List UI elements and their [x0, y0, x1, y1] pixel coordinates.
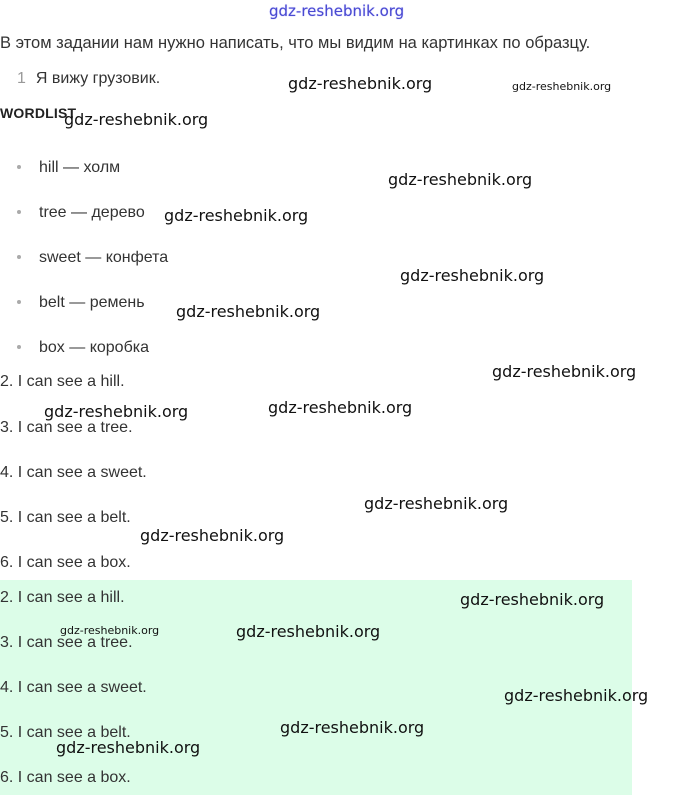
example-number: 1 [17, 70, 26, 87]
answer-line: 4. I can see a sweet. [0, 464, 147, 481]
watermark-text: gdz-reshebnik.org [164, 206, 309, 225]
wordlist-item-text: hill — холм [39, 159, 121, 176]
bullet-icon [17, 165, 21, 169]
wordlist-item-text: sweet — конфета [39, 249, 169, 266]
answer-line: 2. I can see a hill. [0, 373, 125, 390]
watermark-text: gdz-reshebnik.org [56, 738, 201, 757]
bullet-icon [17, 345, 21, 349]
highlighted-answer-line: 3. I can see a tree. [0, 634, 133, 651]
task-description: В этом задании нам нужно написать, что мы видим на картинках по образцу. [0, 34, 591, 52]
wordlist-item [17, 339, 149, 357]
watermark-text: gdz-reshebnik.org [268, 398, 413, 417]
wordlist-item-text: box — коробка [39, 339, 149, 356]
watermark-text: gdz-reshebnik.org [236, 622, 381, 641]
wordlist-title: WORDLIST [0, 105, 77, 121]
watermark-text: gdz-reshebnik.org [176, 302, 321, 321]
watermark-text: gdz-reshebnik.org [504, 686, 649, 705]
example-text: Я вижу грузовик. [35, 70, 161, 87]
example-row [17, 70, 160, 88]
answer-line: 3. I can see a tree. [0, 419, 133, 436]
bullet-icon [17, 210, 21, 214]
wordlist-item [17, 159, 120, 177]
wordlist-item-text: tree — дерево [39, 204, 145, 221]
answer-line: 5. I can see a belt. [0, 509, 131, 526]
watermark-text: gdz-reshebnik.org [64, 110, 209, 129]
watermark-text: gdz-reshebnik.org [460, 590, 605, 609]
answer-line: 6. I can see a box. [0, 554, 131, 571]
site-link-header[interactable]: gdz-reshebnik.org [269, 2, 405, 20]
watermark-text: gdz-reshebnik.org [140, 526, 285, 545]
highlighted-answer-line: 2. I can see a hill. [0, 589, 125, 606]
highlighted-answer-line: 4. I can see a sweet. [0, 679, 147, 696]
watermark-text: gdz-reshebnik.org [288, 74, 433, 93]
watermark-text: gdz-reshebnik.org [364, 494, 509, 513]
watermark-text: gdz-reshebnik.org [388, 170, 533, 189]
watermark-text: gdz-reshebnik.org [60, 624, 160, 637]
wordlist-item [17, 204, 145, 222]
watermark-text: gdz-reshebnik.org [44, 402, 189, 421]
highlighted-answer-line: 6. I can see a box. [0, 769, 131, 786]
watermark-text: gdz-reshebnik.org [400, 266, 545, 285]
wordlist-item-text: belt — ремень [39, 294, 145, 311]
wordlist-item [17, 249, 168, 267]
bullet-icon [17, 255, 21, 259]
watermark-text: gdz-reshebnik.org [280, 718, 425, 737]
bullet-icon [17, 300, 21, 304]
highlighted-answer-line: 5. I can see a belt. [0, 724, 131, 741]
wordlist-item [17, 294, 145, 312]
watermark-text: gdz-reshebnik.org [512, 80, 612, 93]
watermark-text: gdz-reshebnik.org [492, 362, 637, 381]
